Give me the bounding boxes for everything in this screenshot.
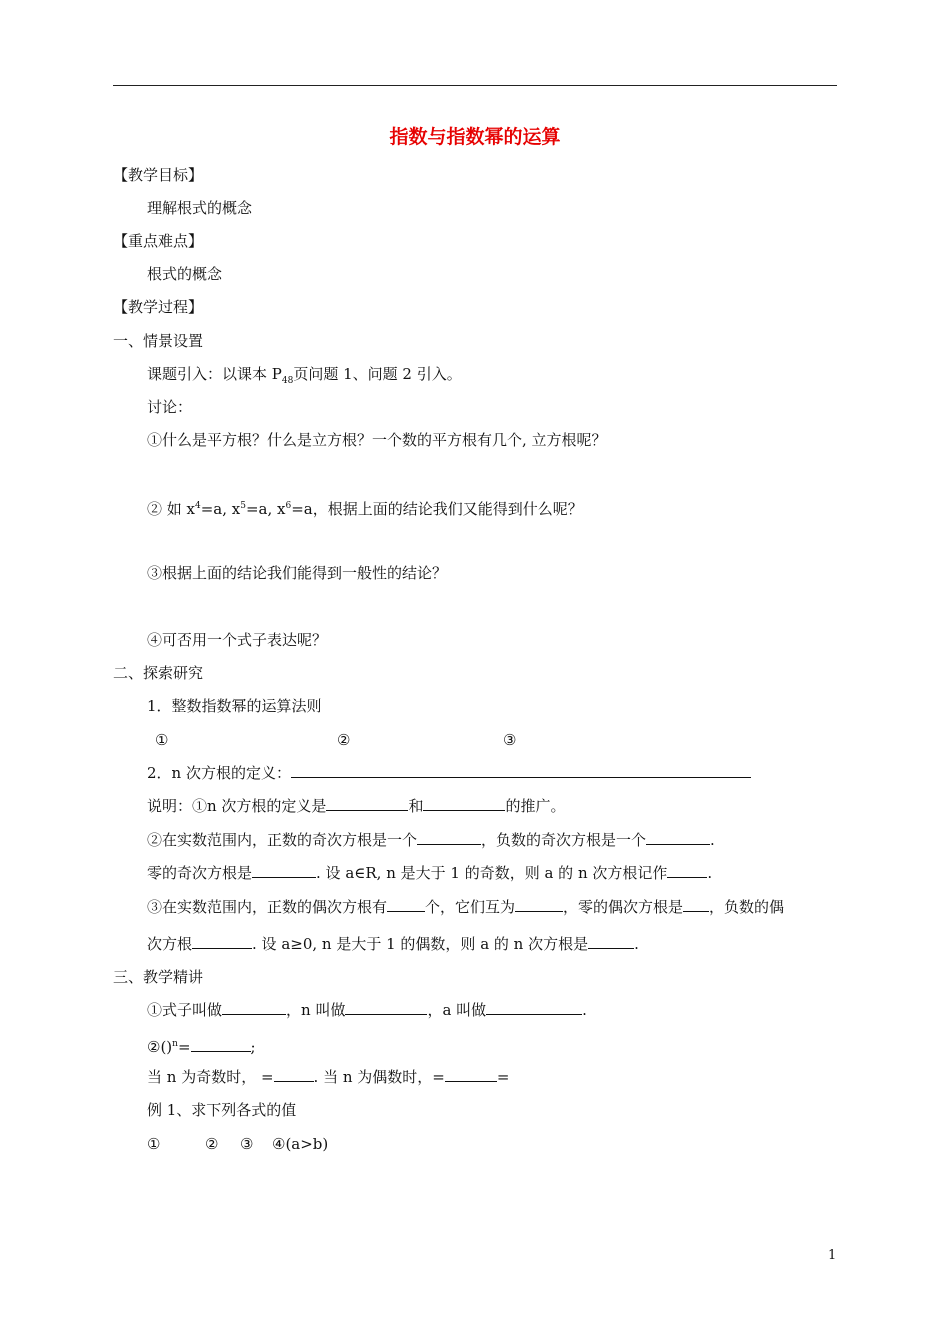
example-head: 例 1、求下列各式的值: [147, 1101, 297, 1119]
zero-line: [147, 863, 712, 883]
example-1: ①: [147, 1135, 161, 1153]
explain-3: [147, 1067, 509, 1087]
section-head-key: 【重点难点】: [113, 232, 204, 250]
odd-c: .: [710, 831, 715, 849]
even-d: ，负数的偶: [709, 898, 785, 916]
intro-sub: 48: [281, 376, 294, 386]
zero-b: . 设 a∈R, n 是大于 1 的奇数，则 a 的 n 次方根记作: [316, 864, 668, 882]
e3-c: =: [496, 1068, 510, 1086]
note-blank-2[interactable]: [423, 796, 505, 811]
even2-c: .: [634, 935, 639, 953]
even2-blank-1[interactable]: [192, 934, 252, 949]
item-2-text: 2．n 次方根的定义：: [147, 764, 291, 782]
question-2: [147, 496, 583, 519]
q2-sup3: 6: [285, 501, 292, 511]
header-rule: [113, 85, 837, 86]
even-blank-2[interactable]: [515, 897, 563, 912]
zero-a: 零的奇次方根是: [147, 864, 253, 882]
q2-a: ② 如 x: [147, 500, 195, 518]
even-blank-3[interactable]: [683, 897, 709, 912]
e3-blank-2[interactable]: [445, 1067, 497, 1082]
example-3: ③: [240, 1135, 254, 1153]
even-c: ，零的偶次方根是: [563, 898, 684, 916]
odd-blank-2[interactable]: [646, 830, 710, 845]
part2-head: 二、探索研究: [113, 664, 204, 682]
q2-c: =a, x: [245, 500, 286, 518]
explain-2: [147, 1034, 256, 1057]
even-line-2: [147, 934, 639, 954]
page-number: 1: [828, 1248, 837, 1263]
note-a: 说明：①n 次方根的定义是: [147, 797, 327, 815]
discuss-label: 讨论：: [147, 398, 193, 416]
zero-blank-1[interactable]: [252, 863, 316, 878]
note-c: 的推广。: [505, 797, 566, 815]
intro-text-a: 课题引入：以课本 P: [147, 365, 282, 383]
odd-line: [147, 830, 715, 850]
item-2: [147, 763, 751, 783]
note-b: 和: [408, 797, 424, 815]
question-1: ①什么是平方根？什么是立方根？一个数的平方根有几个, 立方根呢？: [147, 431, 607, 449]
key-text: 根式的概念: [147, 265, 223, 283]
e2-c: ;: [250, 1038, 256, 1056]
marker-3: ③: [503, 731, 517, 749]
intro-text-b: 页问题 1、问题 2 引入。: [293, 365, 462, 383]
e3-blank-1[interactable]: [274, 1067, 314, 1082]
even-blank-1[interactable]: [387, 897, 425, 912]
q2-d: =a，根据上面的结论我们又能得到什么呢？: [291, 500, 583, 518]
marker-2: ②: [337, 731, 351, 749]
question-3: ③根据上面的结论我们能得到一般性的结论？: [147, 564, 448, 582]
even-line: [147, 897, 784, 917]
even2-blank-2[interactable]: [588, 934, 634, 949]
e1-b: ，n 叫做: [286, 1001, 346, 1019]
goal-text: 理解根式的概念: [147, 199, 253, 217]
part1-head: 一、情景设置: [113, 332, 204, 350]
odd-b: ，负数的奇次方根是一个: [481, 831, 647, 849]
note-line: [147, 796, 565, 816]
marker-1: ①: [155, 731, 169, 749]
intro-line: [147, 364, 462, 391]
e2-blank[interactable]: [191, 1037, 251, 1052]
even2-a: 次方根: [147, 935, 193, 953]
zero-blank-2[interactable]: [667, 863, 707, 878]
e1-d: .: [582, 1001, 587, 1019]
odd-blank-1[interactable]: [417, 830, 481, 845]
item-1: 1．整数指数幂的运算法则: [147, 697, 322, 715]
even2-b: . 设 a≥0, n 是大于 1 的偶数，则 a 的 n 次方根是: [252, 935, 589, 953]
section-head-process: 【教学过程】: [113, 298, 204, 316]
explain-1: [147, 1000, 587, 1020]
odd-a: ②在实数范围内，正数的奇次方根是一个: [147, 831, 418, 849]
zero-c: .: [707, 864, 713, 882]
q2-b: =a, x: [200, 500, 241, 518]
q2-sup1: 4: [195, 501, 201, 511]
example-2: ②: [205, 1135, 219, 1153]
question-4: ④可否用一个式子表达呢？: [147, 631, 328, 649]
even-b: 个，它们互为: [425, 898, 516, 916]
e1-c: ，a 叫做: [427, 1001, 487, 1019]
document-title: 指数与指数幂的运算: [389, 126, 561, 148]
definition-blank[interactable]: [291, 763, 751, 778]
e2-a: ②(): [147, 1038, 173, 1056]
even-a: ③在实数范围内，正数的偶次方根有: [147, 898, 388, 916]
e2-sup: n: [172, 1039, 178, 1049]
section-head-goal: 【教学目标】: [113, 166, 204, 184]
e3-a: 当 n 为奇数时， =: [147, 1068, 274, 1086]
part3-head: 三、教学精讲: [113, 968, 204, 986]
q2-sup2: 5: [240, 501, 246, 511]
e1-blank-2[interactable]: [345, 1000, 427, 1015]
e1-blank-1[interactable]: [222, 1000, 286, 1015]
e1-blank-3[interactable]: [486, 1000, 582, 1015]
note-blank-1[interactable]: [326, 796, 408, 811]
e3-b: . 当 n 为偶数时，=: [313, 1068, 445, 1086]
example-4: ④(a>b): [272, 1135, 329, 1153]
e2-b: =: [177, 1038, 191, 1056]
e1-a: ①式子叫做: [147, 1001, 223, 1019]
